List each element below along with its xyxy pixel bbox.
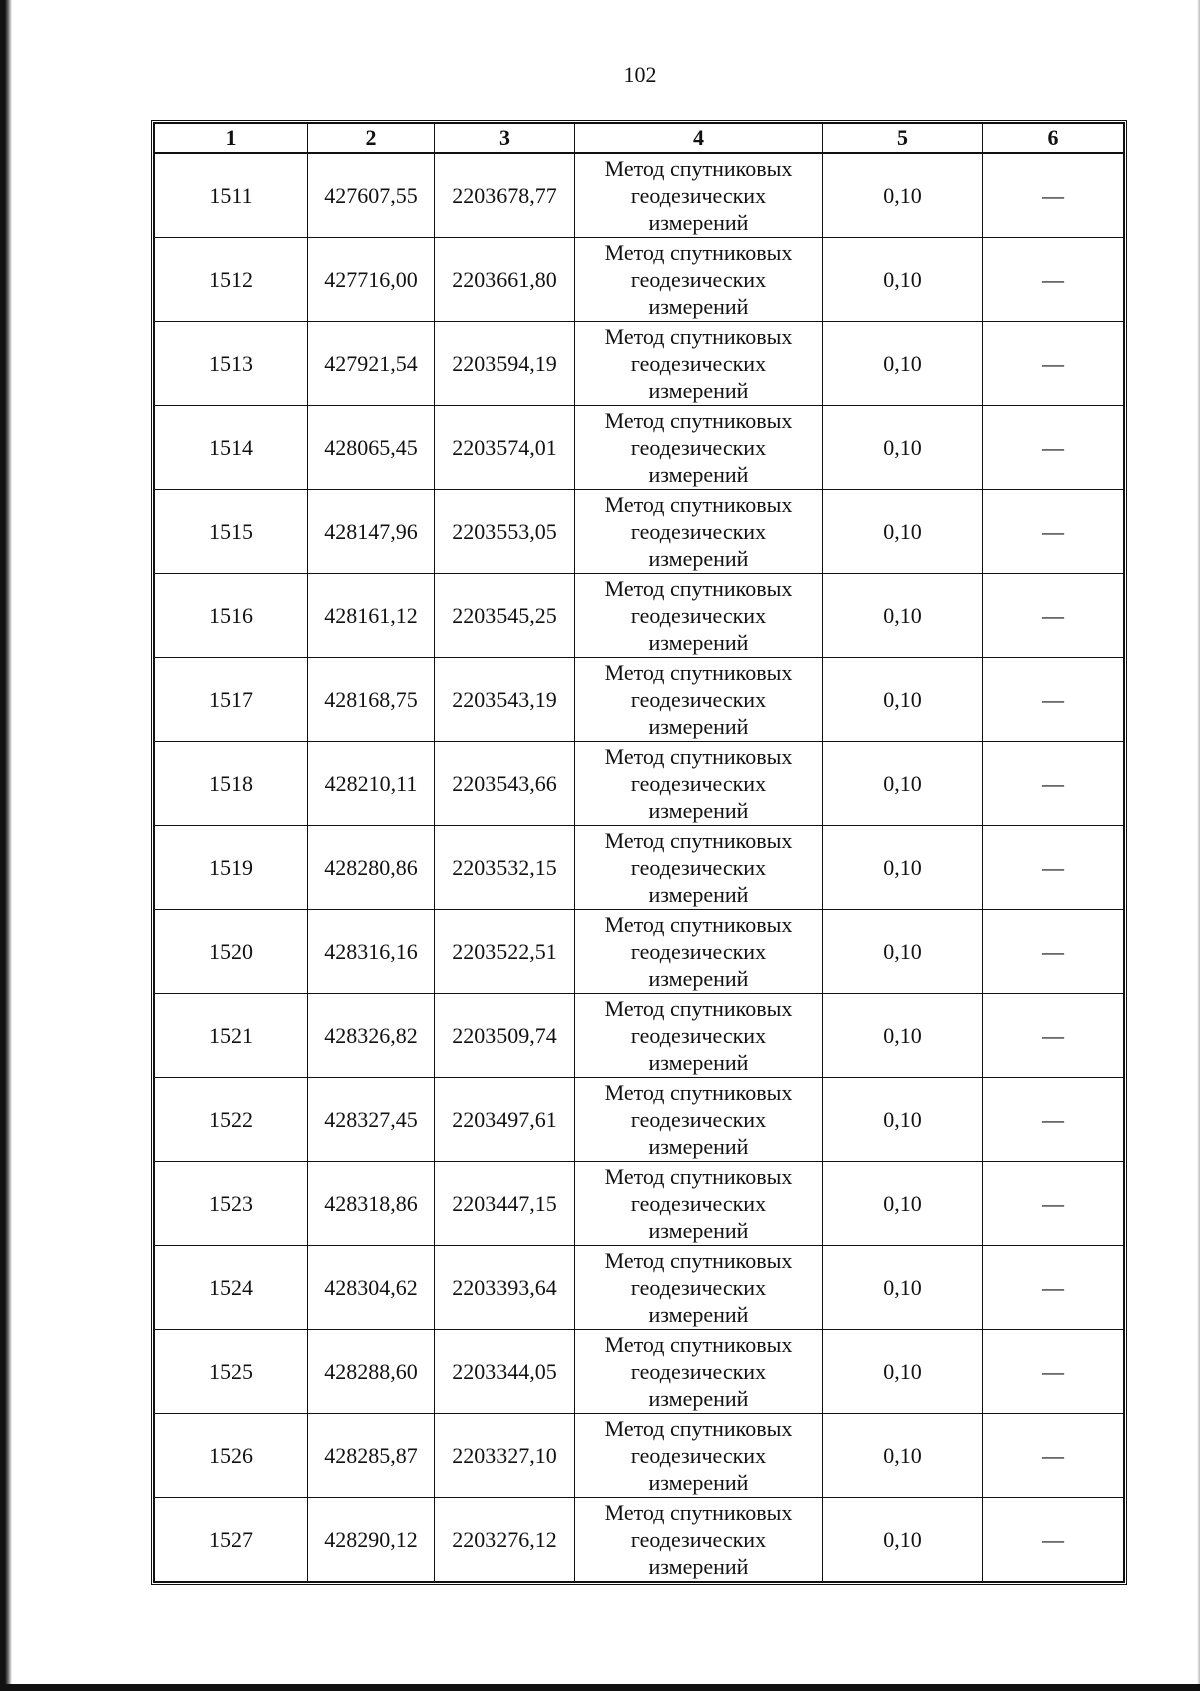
table-row <box>155 658 1124 742</box>
point-id-cell: 1513 <box>155 322 308 406</box>
coordinate-x-cell: 428327,45 <box>308 1078 435 1162</box>
method-cell: Метод спутниковых геодезических измерений <box>575 742 823 826</box>
table-row <box>155 1078 1124 1162</box>
accuracy-cell: 0,10 <box>823 1330 983 1414</box>
coordinate-x-cell: 428326,82 <box>308 994 435 1078</box>
note-cell <box>983 406 1124 490</box>
note-cell <box>983 574 1124 658</box>
coordinate-x-cell: 427921,54 <box>308 322 435 406</box>
coordinate-y-cell: 2203522,51 <box>435 910 575 994</box>
point-id-cell: 1526 <box>155 1414 308 1498</box>
table-row <box>155 1414 1124 1498</box>
point-id-cell: 1518 <box>155 742 308 826</box>
coordinate-y-cell: 2203327,10 <box>435 1414 575 1498</box>
point-id-cell: 1522 <box>155 1078 308 1162</box>
page-number: 102 <box>623 62 657 87</box>
dash-mark: — <box>1042 1023 1064 1048</box>
dash-mark: — <box>1042 435 1064 460</box>
point-id-cell: 1524 <box>155 1246 308 1330</box>
method-cell: Метод спутниковых геодезических измерений <box>575 1246 823 1330</box>
dash-mark: — <box>1042 1107 1064 1132</box>
accuracy-cell: 0,10 <box>823 406 983 490</box>
note-cell <box>983 1330 1124 1414</box>
scan-edge-bottom <box>0 1684 1200 1691</box>
note-cell <box>983 910 1124 994</box>
dash-mark: — <box>1042 267 1064 292</box>
column-header-2: 2 <box>308 124 435 154</box>
note-cell <box>983 322 1124 406</box>
point-id-cell: 1514 <box>155 406 308 490</box>
method-cell: Метод спутниковых геодезических измерений <box>575 490 823 574</box>
coordinate-x-cell: 427716,00 <box>308 238 435 322</box>
table-row <box>155 322 1124 406</box>
coordinate-y-cell: 2203545,25 <box>435 574 575 658</box>
scan-edge-left <box>0 0 12 1691</box>
method-cell: Метод спутниковых геодезических измерений <box>575 153 823 238</box>
coordinate-x-cell: 428210,11 <box>308 742 435 826</box>
column-header-3: 3 <box>435 124 575 154</box>
table-row <box>155 574 1124 658</box>
dash-mark: — <box>1042 603 1064 628</box>
accuracy-cell: 0,10 <box>823 238 983 322</box>
table-row <box>155 742 1124 826</box>
note-cell <box>983 490 1124 574</box>
method-cell: Метод спутниковых геодезических измерений <box>575 1162 823 1246</box>
point-id-cell: 1516 <box>155 574 308 658</box>
accuracy-cell: 0,10 <box>823 1246 983 1330</box>
method-cell: Метод спутниковых геодезических измерений <box>575 1414 823 1498</box>
dash-mark: — <box>1042 771 1064 796</box>
table-row <box>155 826 1124 910</box>
point-id-cell: 1521 <box>155 994 308 1078</box>
coordinate-x-cell: 428147,96 <box>308 490 435 574</box>
coordinate-y-cell: 2203574,01 <box>435 406 575 490</box>
accuracy-cell: 0,10 <box>823 658 983 742</box>
accuracy-cell: 0,10 <box>823 1078 983 1162</box>
dash-mark: — <box>1042 519 1064 544</box>
table-body <box>155 153 1124 1582</box>
method-cell: Метод спутниковых геодезических измерений <box>575 1078 823 1162</box>
accuracy-cell: 0,10 <box>823 1498 983 1582</box>
point-id-cell: 1517 <box>155 658 308 742</box>
dash-mark: — <box>1042 1275 1064 1300</box>
coordinates-table-frame <box>151 120 1127 1585</box>
coordinate-y-cell: 2203344,05 <box>435 1330 575 1414</box>
coordinate-x-cell: 427607,55 <box>308 153 435 238</box>
method-cell: Метод спутниковых геодезических измерений <box>575 910 823 994</box>
method-cell: Метод спутниковых геодезических измерений <box>575 994 823 1078</box>
method-cell: Метод спутниковых геодезических измерений <box>575 574 823 658</box>
coordinate-y-cell: 2203678,77 <box>435 153 575 238</box>
method-cell: Метод спутниковых геодезических измерений <box>575 826 823 910</box>
accuracy-cell: 0,10 <box>823 994 983 1078</box>
note-cell <box>983 994 1124 1078</box>
coordinate-y-cell: 2203543,19 <box>435 658 575 742</box>
point-id-cell: 1512 <box>155 238 308 322</box>
coordinate-y-cell: 2203509,74 <box>435 994 575 1078</box>
accuracy-cell: 0,10 <box>823 490 983 574</box>
accuracy-cell: 0,10 <box>823 322 983 406</box>
dash-mark: — <box>1042 1191 1064 1216</box>
table-row <box>155 910 1124 994</box>
dash-mark: — <box>1042 855 1064 880</box>
note-cell <box>983 1078 1124 1162</box>
coordinate-y-cell: 2203543,66 <box>435 742 575 826</box>
accuracy-cell: 0,10 <box>823 153 983 238</box>
dash-mark: — <box>1042 1443 1064 1468</box>
accuracy-cell: 0,10 <box>823 1162 983 1246</box>
coordinate-y-cell: 2203276,12 <box>435 1498 575 1582</box>
coordinate-y-cell: 2203447,15 <box>435 1162 575 1246</box>
method-cell: Метод спутниковых геодезических измерений <box>575 658 823 742</box>
dash-mark: — <box>1042 687 1064 712</box>
note-cell <box>983 1414 1124 1498</box>
coordinate-y-cell: 2203497,61 <box>435 1078 575 1162</box>
point-id-cell: 1511 <box>155 153 308 238</box>
table-row <box>155 153 1124 238</box>
point-id-cell: 1525 <box>155 1330 308 1414</box>
note-cell <box>983 1246 1124 1330</box>
column-header-4: 4 <box>575 124 823 154</box>
dash-mark: — <box>1042 183 1064 208</box>
coordinate-x-cell: 428316,16 <box>308 910 435 994</box>
table-row <box>155 238 1124 322</box>
method-cell: Метод спутниковых геодезических измерений <box>575 238 823 322</box>
coordinate-y-cell: 2203553,05 <box>435 490 575 574</box>
method-cell: Метод спутниковых геодезических измерений <box>575 406 823 490</box>
table-header-row <box>155 124 1124 154</box>
point-id-cell: 1519 <box>155 826 308 910</box>
table-row <box>155 994 1124 1078</box>
note-cell <box>983 1498 1124 1582</box>
coordinate-x-cell: 428161,12 <box>308 574 435 658</box>
table-row <box>155 1498 1124 1582</box>
note-cell <box>983 658 1124 742</box>
note-cell <box>983 238 1124 322</box>
table-row <box>155 1162 1124 1246</box>
coordinate-y-cell: 2203393,64 <box>435 1246 575 1330</box>
coordinate-x-cell: 428288,60 <box>308 1330 435 1414</box>
table-row <box>155 1330 1124 1414</box>
method-cell: Метод спутниковых геодезических измерений <box>575 322 823 406</box>
coordinate-x-cell: 428304,62 <box>308 1246 435 1330</box>
coordinate-x-cell: 428290,12 <box>308 1498 435 1582</box>
point-id-cell: 1527 <box>155 1498 308 1582</box>
note-cell <box>983 153 1124 238</box>
method-cell: Метод спутниковых геодезических измерений <box>575 1330 823 1414</box>
dash-mark: — <box>1042 1527 1064 1552</box>
note-cell <box>983 1162 1124 1246</box>
table-row <box>155 406 1124 490</box>
point-id-cell: 1515 <box>155 490 308 574</box>
table-row <box>155 490 1124 574</box>
column-header-1: 1 <box>155 124 308 154</box>
coordinate-x-cell: 428065,45 <box>308 406 435 490</box>
coordinates-table <box>154 123 1124 1582</box>
accuracy-cell: 0,10 <box>823 910 983 994</box>
point-id-cell: 1520 <box>155 910 308 994</box>
method-cell: Метод спутниковых геодезических измерений <box>575 1498 823 1582</box>
accuracy-cell: 0,10 <box>823 574 983 658</box>
accuracy-cell: 0,10 <box>823 826 983 910</box>
note-cell <box>983 742 1124 826</box>
accuracy-cell: 0,10 <box>823 1414 983 1498</box>
table-row <box>155 1246 1124 1330</box>
coordinate-x-cell: 428168,75 <box>308 658 435 742</box>
column-header-6: 6 <box>983 124 1124 154</box>
coordinate-x-cell: 428280,86 <box>308 826 435 910</box>
dash-mark: — <box>1042 351 1064 376</box>
dash-mark: — <box>1042 1359 1064 1384</box>
coordinate-y-cell: 2203594,19 <box>435 322 575 406</box>
accuracy-cell: 0,10 <box>823 742 983 826</box>
coordinate-x-cell: 428318,86 <box>308 1162 435 1246</box>
coordinate-y-cell: 2203532,15 <box>435 826 575 910</box>
point-id-cell: 1523 <box>155 1162 308 1246</box>
coordinate-x-cell: 428285,87 <box>308 1414 435 1498</box>
column-header-5: 5 <box>823 124 983 154</box>
note-cell <box>983 826 1124 910</box>
dash-mark: — <box>1042 939 1064 964</box>
coordinate-y-cell: 2203661,80 <box>435 238 575 322</box>
